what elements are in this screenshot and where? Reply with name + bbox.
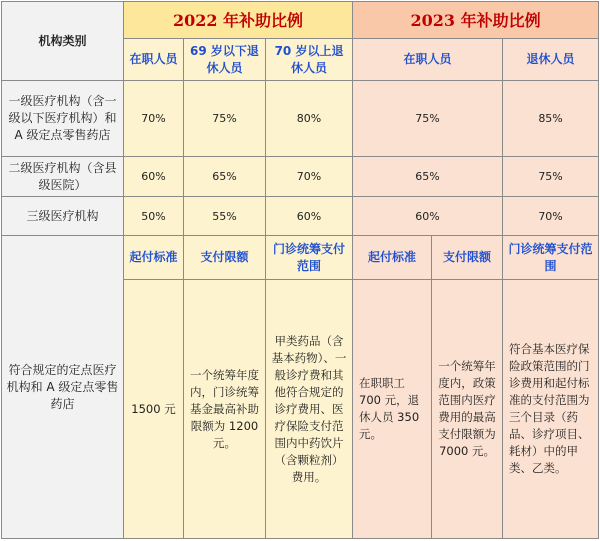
rate-cell: 70% [266, 157, 353, 197]
2023-limit-text: 一个统筹年度内，政策范围内医疗费用的最高支付限额为 7000 元。 [432, 280, 503, 539]
rate-cell: 80% [266, 81, 353, 157]
subheader-2022-retired-under-69: 69 岁以下退休人员 [184, 39, 266, 81]
title-2023: 2023 年补助比例 [353, 2, 599, 39]
rate-cell: 70% [124, 81, 184, 157]
rate-cell: 85% [503, 81, 599, 157]
rate-cell: 75% [503, 157, 599, 197]
standards-category: 符合规定的定点医疗机构和 A 级定点零售药店 [2, 236, 124, 539]
rate-cell: 70% [503, 197, 599, 236]
rate-cell: 65% [184, 157, 266, 197]
2022-limit-text: 一个统筹年度内，门诊统筹基金最高补助限额为 1200 元。 [184, 280, 266, 539]
rate-cell: 65% [353, 157, 503, 197]
rate-cell: 75% [353, 81, 503, 157]
header-2022-scope: 门诊统筹支付范围 [266, 236, 353, 280]
rate-cell: 60% [266, 197, 353, 236]
header-2023-deductible: 起付标准 [353, 236, 432, 280]
category-header: 机构类别 [2, 2, 124, 81]
header-2022-deductible: 起付标准 [124, 236, 184, 280]
subheader-2022-retired-over-70: 70 岁以上退休人员 [266, 39, 353, 81]
title-2022: 2022 年补助比例 [124, 2, 353, 39]
2022-scope-text: 甲类药品（含基本药物）、一般诊疗费和其他符合规定的诊疗费用、医疗保险支付范围内中药饮片（含颗粒剂）费用。 [266, 280, 353, 539]
2023-scope-text: 符合基本医疗保险政策范围的门诊费用和起付标准的支付范围为三个目录（药品、诊疗项目、耗材）中的甲类、乙类。 [503, 280, 599, 539]
header-2023-limit: 支付限额 [432, 236, 503, 280]
row-category-level3: 三级医疗机构 [2, 197, 124, 236]
row-category-level2: 二级医疗机构（含县级医院） [2, 157, 124, 197]
subheader-2022-active: 在职人员 [124, 39, 184, 81]
rate-cell: 60% [353, 197, 503, 236]
rate-cell: 75% [184, 81, 266, 157]
subheader-2023-retired: 退休人员 [503, 39, 599, 81]
subsidy-table [1, 1, 599, 539]
subheader-2023-active: 在职人员 [353, 39, 503, 81]
rate-cell: 60% [124, 157, 184, 197]
row-category-level1: 一级医疗机构（含一级以下医疗机构）和 A 级定点零售药店 [2, 81, 124, 157]
header-2023-scope: 门诊统筹支付范围 [503, 236, 599, 280]
2022-deductible-value: 1500 元 [124, 280, 184, 539]
rate-cell: 50% [124, 197, 184, 236]
2023-deductible-text: 在职职工 700 元，退休人员 350 元。 [353, 280, 432, 539]
header-2022-limit: 支付限额 [184, 236, 266, 280]
rate-cell: 55% [184, 197, 266, 236]
